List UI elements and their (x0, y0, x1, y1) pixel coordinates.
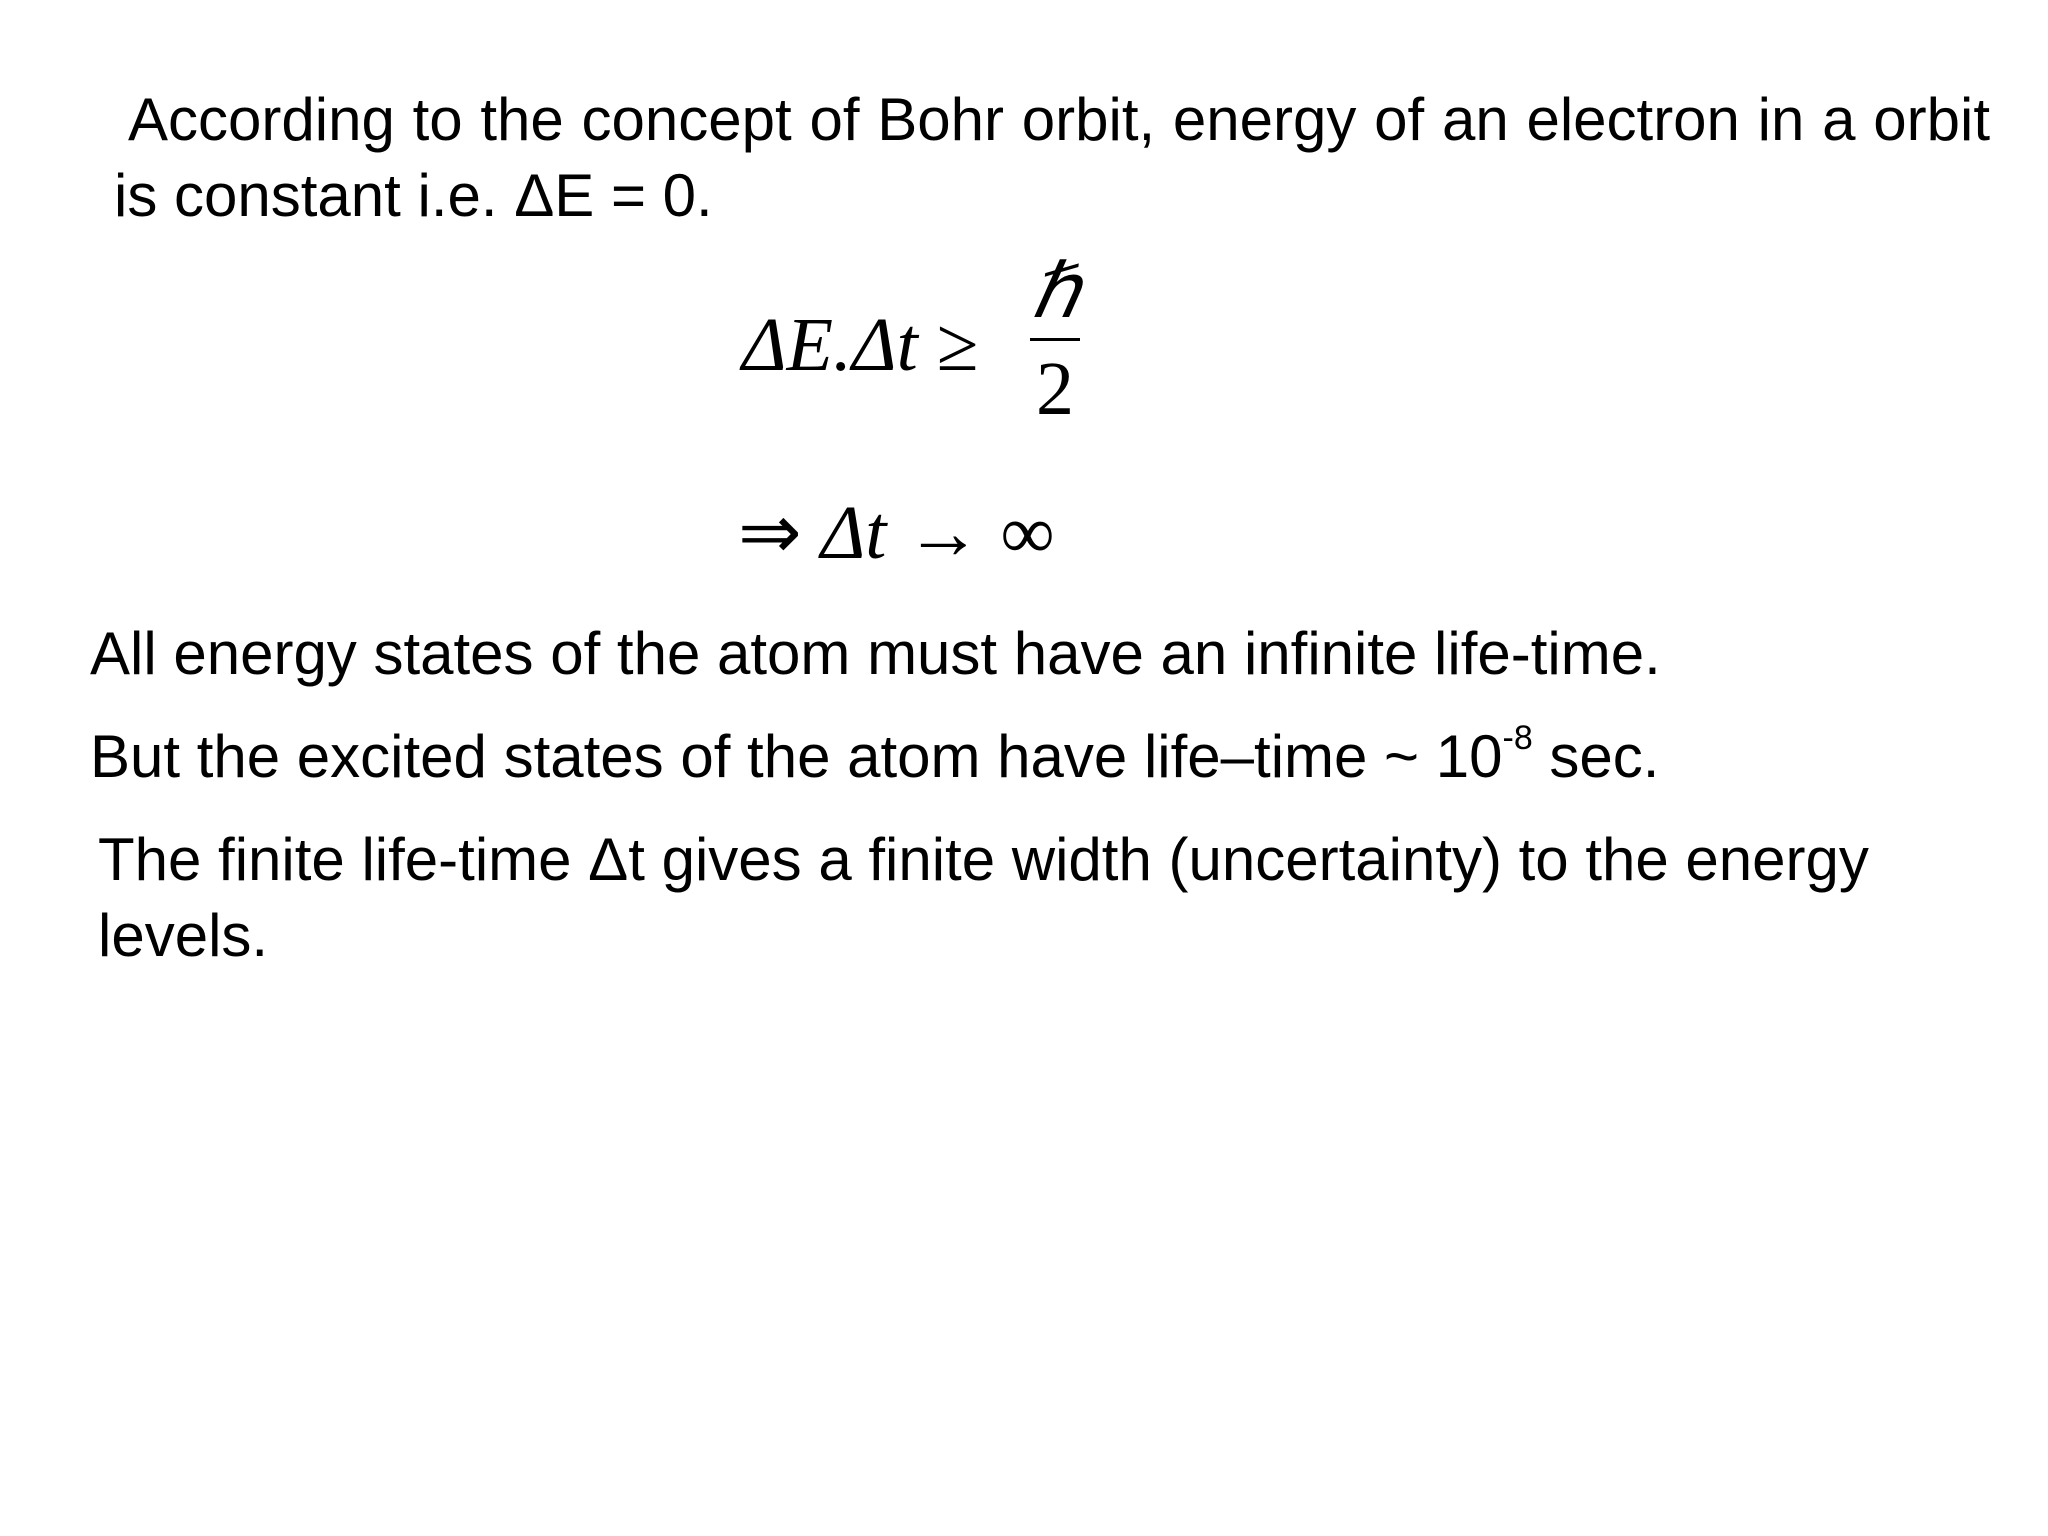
implication-equation (738, 488, 1055, 578)
excited-states-text: But the excited states of the atom have life–time ~ 10 (90, 723, 1503, 790)
fraction-denominator: 2 (1036, 347, 1074, 431)
equation-relation: ≥ (936, 303, 979, 387)
fraction-bar (1030, 338, 1080, 341)
paragraph-finite-width: The finite life-time Δt gives a finite width (uncertainty) to the energy levels. (98, 826, 1869, 969)
paragraph-infinite-lifetime: All energy states of the atom must have an infinite life-time. (90, 620, 1661, 687)
paragraph-excited-states (90, 719, 1659, 804)
exponent: -8 (1502, 719, 1533, 757)
arrow-symbol: → (905, 491, 982, 575)
equation-delta-t: .Δt (833, 303, 918, 387)
paragraph-bohr-orbit (114, 82, 1990, 234)
fraction-numerator: ℏ (1030, 250, 1080, 334)
uncertainty-equation (742, 252, 1102, 452)
implication-delta-t: Δt (820, 491, 887, 575)
equation-delta-e: ΔE (742, 303, 834, 387)
paragraph-bohr-orbit-text: According to the concept of Bohr orbit, energy of an electron in a orbit is constant i.e. ΔE = 0. (114, 86, 1990, 229)
equation-fraction (1022, 252, 1088, 429)
equation-lhs (742, 300, 978, 390)
infinity-symbol: ∞ (1000, 491, 1055, 575)
implies-symbol: ⇒ (738, 491, 802, 575)
unit-text: sec. (1532, 723, 1660, 790)
